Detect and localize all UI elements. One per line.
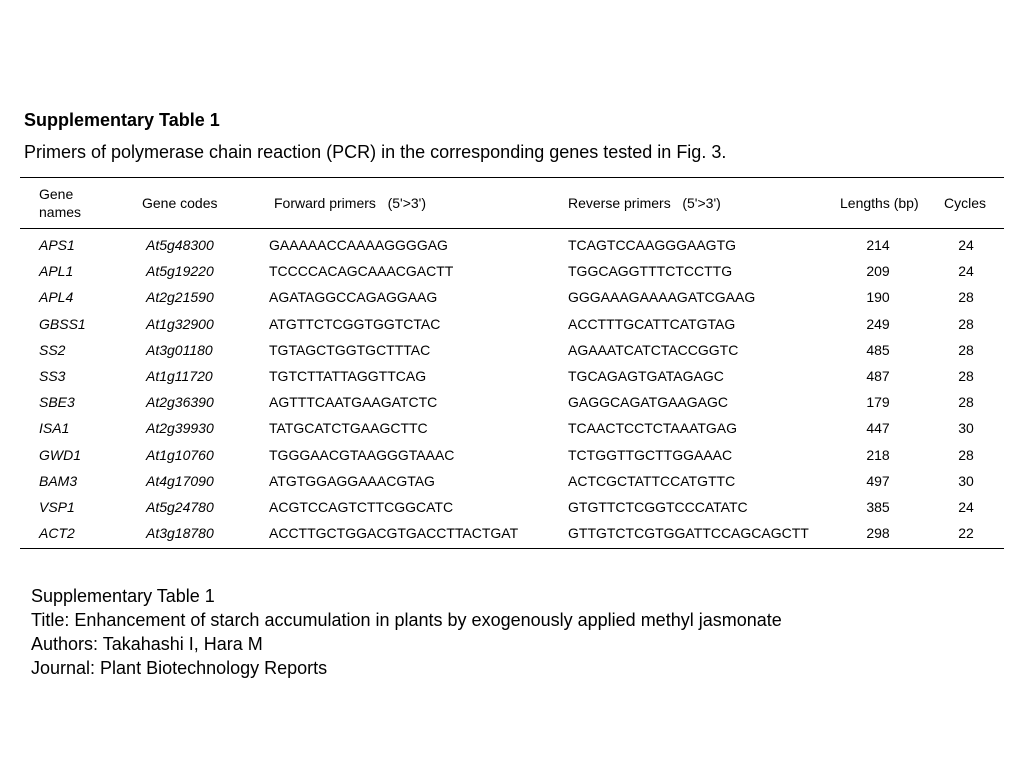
cell-forward-primer: ACCTTGCTGGACGTGACCTTACTGAT: [269, 525, 519, 542]
cell-cycles: 22: [958, 525, 974, 542]
cell-gene-name: SBE3: [39, 394, 75, 411]
cell-gene-name: SS2: [39, 341, 66, 358]
footer-line-authors: Authors: Takahashi I, Hara M: [31, 634, 263, 654]
cell-length: 249: [866, 315, 890, 332]
cell-reverse-primer: GTGTTCTCGGTCCCATATC: [568, 499, 748, 515]
cell-gene-code: At2g39930: [146, 420, 214, 437]
cell-length: 497: [866, 472, 890, 489]
cell-reverse-primer: TCAGTCCAAGGGAAGTG: [568, 237, 737, 253]
cell-gene-name: GWD1: [39, 446, 81, 463]
footer-line-label: Supplementary Table 1: [31, 586, 215, 606]
table-row: [0, 446, 1024, 472]
table-row: [0, 524, 1024, 550]
cell-cycles: 24: [958, 237, 974, 253]
cell-gene-code: At5g48300: [146, 237, 214, 253]
cell-cycles: 28: [958, 368, 974, 384]
cell-gene-name: BAM3: [39, 472, 78, 489]
cell-gene-code: At4g17090: [146, 472, 214, 489]
col-header-lengths: Lengths (bp): [840, 195, 919, 211]
cell-reverse-primer: GTTGTCTCGTGGATTCCAGCAGCTT: [568, 525, 809, 542]
cell-reverse-primer: ACTCGCTATTCCATGTTC: [568, 472, 736, 489]
cell-reverse-primer: ACCTTTGCATTCATGTAG: [568, 315, 736, 332]
col-header-cycles: Cycles: [944, 195, 987, 211]
footer-line-journal: Journal: Plant Biotechnology Reports: [31, 658, 328, 678]
cell-gene-code: At5g19220: [146, 263, 214, 280]
cell-forward-primer: TGGGAACGTAAGGGTAAAC: [269, 446, 455, 463]
table-row: [0, 498, 1024, 524]
cell-cycles: 28: [958, 341, 974, 358]
cell-gene-code: At1g10760: [146, 446, 214, 463]
table-subtitle: Primers of polymerase chain reaction (PCR) in the corresponding genes tested in Fig. 3.: [24, 142, 727, 162]
cell-length: 487: [866, 368, 890, 384]
cell-gene-code: At2g36390: [146, 394, 214, 411]
cell-cycles: 24: [958, 499, 974, 515]
table-row: [0, 236, 1024, 262]
cell-forward-primer: TGTCTTATTAGGTTCAG: [269, 368, 427, 384]
cell-length: 385: [866, 499, 890, 515]
cell-gene-name: SS3: [39, 368, 66, 384]
table-row: [0, 393, 1024, 419]
cell-forward-primer: ATGTTCTCGGTGGTCTAC: [269, 315, 441, 332]
cell-length: 447: [866, 420, 890, 437]
cell-length: 190: [866, 289, 890, 306]
cell-gene-name: ISA1: [39, 420, 70, 437]
cell-cycles: 24: [958, 263, 974, 280]
cell-cycles: 30: [958, 472, 974, 489]
cell-reverse-primer: TCTGGTTGCTTGGAAAC: [568, 446, 733, 463]
cell-length: 298: [866, 525, 890, 542]
cell-gene-name: VSP1: [39, 499, 75, 515]
table-row: [0, 419, 1024, 445]
cell-length: 214: [866, 237, 890, 253]
cell-gene-code: At3g01180: [146, 341, 213, 358]
cell-cycles: 28: [958, 289, 974, 306]
cell-reverse-primer: TGGCAGGTTTCTCCTTG: [568, 263, 733, 280]
table-row: [0, 367, 1024, 393]
col-header-reverse-primers: Reverse primers (5'>3'): [568, 195, 721, 211]
cell-forward-primer: TCCCCACAGCAAACGACTT: [269, 263, 454, 280]
cell-forward-primer: ACGTCCAGTCTTCGGCATC: [269, 499, 454, 515]
cell-gene-name: APL4: [39, 289, 74, 306]
cell-cycles: 28: [958, 315, 974, 332]
cell-length: 209: [866, 263, 890, 280]
cell-gene-name: ACT2: [39, 525, 75, 542]
bottom-rule: [20, 548, 1004, 549]
table-row: [0, 288, 1024, 314]
col-header-gene-codes: Gene codes: [142, 195, 218, 211]
cell-forward-primer: TGTAGCTGGTGCTTTAC: [269, 341, 431, 358]
table-row: [0, 341, 1024, 367]
footer-line-title: Title: Enhancement of starch accumulation in plants by exogenously applied methyl jasmonate: [31, 610, 782, 630]
cell-reverse-primer: GAGGCAGATGAAGAGC: [568, 394, 728, 411]
table-row: [0, 472, 1024, 498]
table-row: [0, 262, 1024, 288]
cell-reverse-primer: TCAACTCCTCTAAATGAG: [568, 420, 738, 437]
cell-gene-name: GBSS1: [39, 315, 86, 332]
cell-reverse-primer: GGGAAAGAAAAGATCGAAG: [568, 289, 756, 306]
cell-reverse-primer: AGAAATCATCTACCGGTC: [568, 341, 739, 358]
cell-forward-primer: GAAAAACCAAAAGGGGAG: [269, 237, 448, 253]
cell-cycles: 28: [958, 446, 974, 463]
cell-length: 218: [866, 446, 890, 463]
cell-gene-code: At1g11720: [146, 368, 213, 384]
top-rule: [20, 177, 1004, 178]
cell-forward-primer: AGATAGGCCAGAGGAAG: [269, 289, 438, 306]
cell-length: 179: [866, 394, 890, 411]
col-header-gene-names: Gene names: [39, 186, 82, 220]
cell-length: 485: [866, 341, 890, 358]
cell-reverse-primer: TGCAGAGTGATAGAGC: [568, 368, 724, 384]
cell-forward-primer: ATGTGGAGGAAACGTAG: [269, 472, 435, 489]
cell-gene-name: APL1: [39, 263, 74, 280]
col-header-forward-primers: Forward primers (5'>3'): [274, 195, 426, 211]
footer-citation: [31, 584, 782, 680]
header-rule: [20, 228, 1004, 229]
cell-cycles: 28: [958, 394, 974, 411]
cell-gene-code: At3g18780: [146, 525, 214, 542]
cell-gene-code: At5g24780: [146, 499, 214, 515]
cell-gene-name: APS1: [39, 237, 75, 253]
table-row: [0, 315, 1024, 341]
cell-cycles: 30: [958, 420, 974, 437]
cell-gene-code: At1g32900: [146, 315, 214, 332]
cell-forward-primer: TATGCATCTGAAGCTTC: [269, 420, 428, 437]
cell-gene-code: At2g21590: [146, 289, 214, 306]
cell-forward-primer: AGTTTCAATGAAGATCTC: [269, 394, 438, 411]
table-title: Supplementary Table 1: [24, 110, 220, 130]
